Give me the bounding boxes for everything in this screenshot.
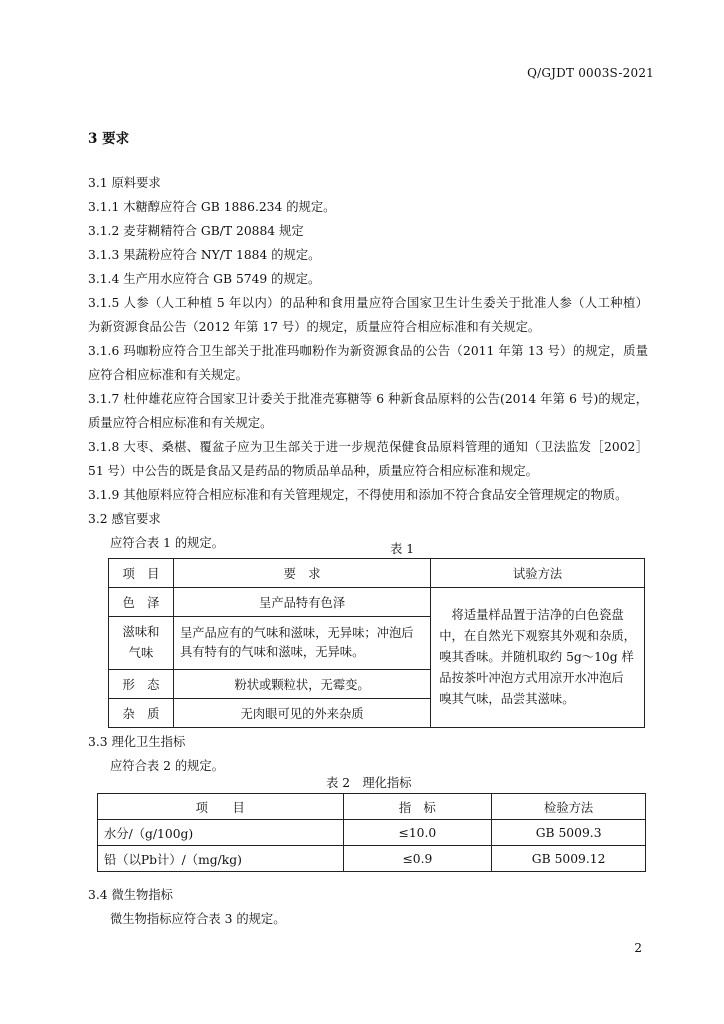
- table1-caption: 表 1: [390, 542, 415, 556]
- table1-req: [173, 617, 430, 670]
- table1-req: 无肉眼可见的外来杂质: [173, 699, 430, 728]
- table2-header-item: 项 目: [98, 794, 344, 820]
- section-3-4-text: 微生物指标应符合表 3 的规定。: [110, 912, 286, 926]
- section-3-4: [88, 883, 648, 931]
- req-3-1-1: 3.1.1 木糖醇应符合 GB 1886.234 的规定。: [88, 200, 336, 214]
- section-3-3-title: 3.3 理化卫生指标: [88, 735, 186, 749]
- section-3-3: [88, 730, 648, 778]
- req-3-1-5-line1: 3.1.5 人参（人工种植 5 年以内）的品种和食用量应符合国家卫生计生委关于批准人参（人工种植）: [88, 296, 648, 310]
- table1-item: [109, 617, 174, 670]
- table2-header-method: 检验方法: [492, 794, 646, 820]
- req-3-1-9: 3.1.9 其他原料应符合相应标准和有关管理规定，不得使用和添加不符合食品安全管理规定的物质。: [88, 488, 628, 502]
- req-3-1-2: 3.1.2 麦芽糊精符合 GB/T 20884 规定: [88, 224, 304, 238]
- table-row: [98, 820, 646, 846]
- section-title: 3 要求: [88, 131, 130, 147]
- table2-cell: ≤10.0: [343, 820, 492, 846]
- table1-item: 色 泽: [109, 588, 174, 617]
- table-row: [109, 588, 645, 617]
- req-3-1-7-line1: 3.1.7 杜仲雄花应符合国家卫计委关于批准壳寡糖等 6 种新食品原料的公告(2014 年第 6 号)的规定，: [88, 392, 648, 406]
- table2-cell: 水分/（g/100g): [98, 820, 344, 846]
- table1-req-line: 呈产品应有的气味和滋味，无异味；冲泡后: [179, 626, 414, 640]
- table1-method: [431, 588, 645, 728]
- table1-item-line: 滋味和: [122, 625, 160, 639]
- section-3-3-text: 应符合表 2 的规定。: [110, 759, 225, 773]
- req-3-1-5-line2: 为新资源食品公告（2012 年第 17 号）的规定，质量应符合相应标准和有关规定。: [88, 320, 541, 334]
- method-line: 中，在自然光下观察其外观和杂质，: [439, 629, 636, 643]
- table-row: [98, 794, 646, 820]
- req-3-1: 3.1 原料要求: [88, 176, 161, 190]
- table2-cell: GB 5009.12: [492, 846, 646, 872]
- section-3-4-title: 3.4 微生物指标: [88, 888, 173, 902]
- table-row: [109, 559, 645, 588]
- table1-header-item: 项 目: [109, 559, 174, 588]
- requirements-block: [88, 171, 648, 555]
- method-line: 嗅其香味。并随机取约 5g～10g 样: [439, 650, 634, 664]
- table2: [97, 793, 646, 872]
- table2-header-limit: 指 标: [343, 794, 492, 820]
- table1-item-line: 气味: [128, 646, 154, 660]
- table-row: [98, 846, 646, 872]
- req-3-1-6-line2: 应符合相应标准和有关规定。: [88, 368, 248, 382]
- table1-header-req: 要 求: [173, 559, 430, 588]
- table1-header-method: 试验方法: [431, 559, 645, 588]
- req-3-1-3: 3.1.3 果蔬粉应符合 NY/T 1884 的规定。: [88, 248, 321, 262]
- method-line: 将适量样品置于洁净的白色瓷盘: [439, 608, 624, 622]
- method-line: 品按茶叶冲泡方式用凉开水冲泡后: [439, 671, 624, 685]
- method-line: 嗅其气味，品尝其滋味。: [439, 692, 575, 706]
- table2-cell: ≤0.9: [343, 846, 492, 872]
- req-3-2: 3.2 感官要求: [88, 512, 161, 526]
- document-code: Q/GJDT 0003S-2021: [527, 66, 654, 80]
- req-3-2-text: 应符合表 1 的规定。: [110, 536, 225, 550]
- table1-req-line: 具有特有的气味和滋味，无异味。: [179, 645, 365, 659]
- table1-req: 粉状或颗粒状，无霉变。: [173, 670, 430, 699]
- table1: [108, 558, 645, 728]
- req-3-1-8-line1: 3.1.8 大枣、桑椹、覆盆子应为卫生部关于进一步规范保健食品原料管理的通知（卫法监发［2002］: [88, 440, 648, 454]
- table1-item: 形 态: [109, 670, 174, 699]
- table1-req: 呈产品特有色泽: [173, 588, 430, 617]
- req-3-1-7-line2: 质量应符合相应标准和有关规定。: [88, 416, 273, 430]
- req-3-1-4: 3.1.4 生产用水应符合 GB 5749 的规定。: [88, 272, 321, 286]
- page-number: 2: [634, 941, 642, 955]
- req-3-1-8-line2: 51 号）中公告的既是食品又是药品的物质品单品种，质量应符合相应标准和规定。: [88, 464, 538, 478]
- table2-cell: GB 5009.3: [492, 820, 646, 846]
- table2-caption: 表 2 理化指标: [326, 776, 412, 790]
- table1-item: 杂 质: [109, 699, 174, 728]
- req-3-1-6-line1: 3.1.6 玛咖粉应符合卫生部关于批准玛咖粉作为新资源食品的公告（2011 年第 13 号）的规定，质量: [88, 344, 648, 358]
- table2-cell: 铅（以Pb计）/（mg/kg): [98, 846, 344, 872]
